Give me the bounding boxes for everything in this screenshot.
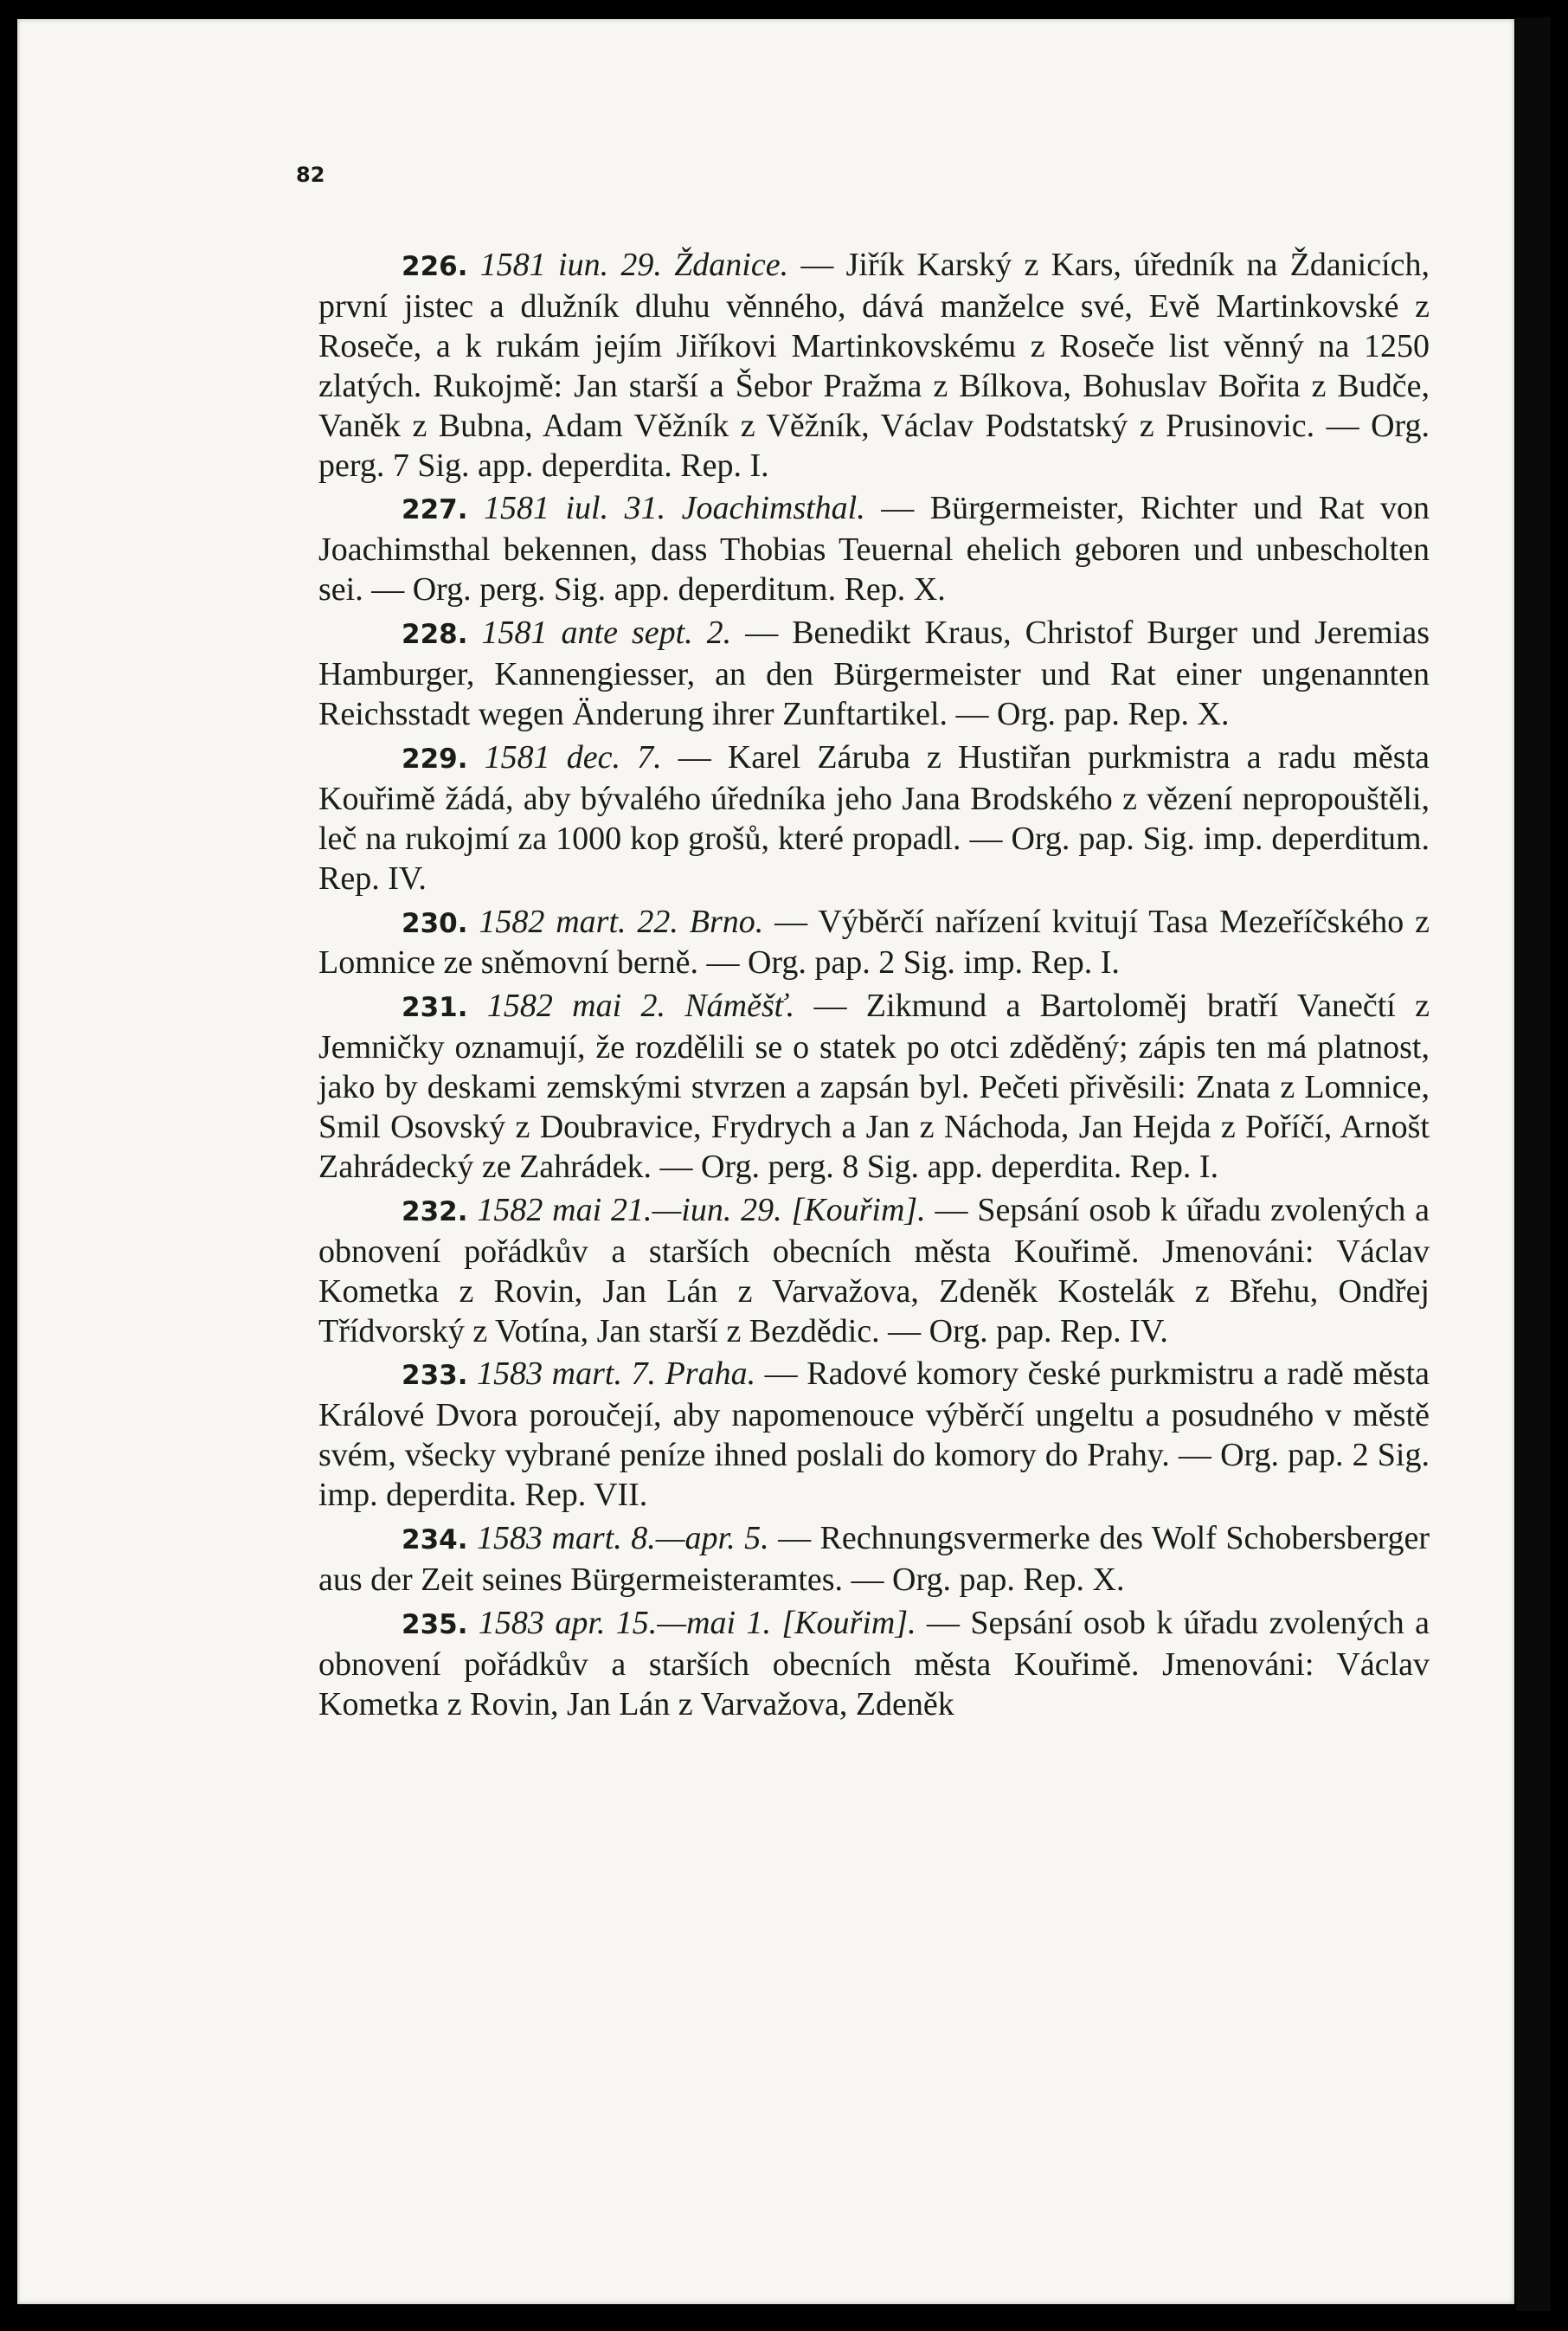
entry-227 xyxy=(318,489,1430,610)
entry-date: 1582 mai 2. Náměšť. xyxy=(486,988,795,1025)
entry-text: — Benedikt Kraus, Christof Burger und Jeremias Hamburger, Kannengiesser, an den Bürgermeister und Rat einer ungenannten Reichsstadt wegen Änderung ihrer Zunftartikel. — Org. pap. Rep. X. xyxy=(318,615,1430,732)
entry-text: — Karel Záruba z Hustiřan purkmistra a radu města Kouřimě žádá, aby bývalého úředníka jeho Jana Brodského z vězení nepropouštěli, leč na rukojmí za 1000 kop grošů, které propadl. — Org. pap. Sig. imp. deperditum. Rep. IV. xyxy=(318,738,1430,897)
entry-number: 231. xyxy=(402,992,468,1024)
entry-text: — Radové komory české purkmistru a radě města Králové Dvora poroučejí, aby napomenouce výběrčí ungeltu a posudného v městě svém, všecky vybrané peníze ihned poslali do komory do Prahy. — Org. pap. 2 Sig. imp. deperdita. Rep. VII. xyxy=(318,1355,1430,1514)
entry-date: 1582 mart. 22. Brno. xyxy=(479,903,764,940)
entry-text: — Zikmund a Bartoloměj bratří Vanečtí z Jemničky oznamují, že rozdělili se o statek po otci zděděný; zápis ten má platnost, jako by deskami zemskými stvrzen a zapsán byl. Pečeti přivěsili: Znata z Lomnice, Smil Osovský z Doubravice, Frydrych a Jan z Náchoda, Jan Hejda z Poříčí, Arnošt Zahrádecký ze Zahrádek. — Org. perg. 8 Sig. app. deperdita. Rep. I. xyxy=(318,988,1430,1185)
entry-number: 234. xyxy=(402,1524,468,1556)
entry-233 xyxy=(318,1355,1430,1516)
entry-text: — Výběrčí nařízení kvitují Tasa Mezeříčského z Lomnice ze sněmovní berně. — Org. pap. 2 Sig. imp. Rep. I. xyxy=(318,903,1430,982)
entry-231 xyxy=(318,987,1430,1188)
entry-number: 228. xyxy=(402,619,468,651)
entry-234 xyxy=(318,1519,1430,1600)
entry-text: — Bürgermeister, Richter und Rat von Joachimsthal bekennen, dass Thobias Teuernal ehelich geboren und unbescholten sei. — Org. perg. Sig. app. deperditum. Rep. X. xyxy=(318,490,1430,609)
page-number: 82 xyxy=(296,163,325,187)
page-sheet xyxy=(17,19,1514,2304)
entries-list xyxy=(318,246,1430,1729)
entry-235 xyxy=(318,1604,1430,1725)
entry-text: — Rechnungsvermerke des Wolf Schobersberger aus der Zeit seines Bürgermeisteramtes. — Org. pap. Rep. X. xyxy=(318,1520,1430,1598)
entry-number: 235. xyxy=(402,1608,468,1640)
entry-229 xyxy=(318,738,1430,899)
entry-date: 1582 mai 21.—iun. 29. [Kouřim]. xyxy=(477,1191,926,1228)
entry-number: 232. xyxy=(402,1195,468,1227)
entry-date: 1581 dec. 7. xyxy=(484,738,662,776)
entry-number: 229. xyxy=(402,743,468,775)
entry-232 xyxy=(318,1191,1430,1352)
entry-230 xyxy=(318,903,1430,984)
entry-number: 233. xyxy=(402,1360,468,1392)
entry-date: 1583 apr. 15.—mai 1. [Kouřim]. xyxy=(478,1604,916,1641)
entry-text: — Sepsání osob k úřadu zvolených a obnovení pořádkův a starších obecních města Kouřimě. Jmenováni: Václav Kometka z Rovin, Jan Lán z Varvažova, Zdeněk xyxy=(318,1604,1430,1722)
entry-date: 1583 mart. 8.—apr. 5. xyxy=(476,1520,769,1557)
entry-date: 1581 iun. 29. Ždanice. xyxy=(479,247,789,283)
entry-number: 230. xyxy=(402,907,468,939)
entry-number: 227. xyxy=(402,494,468,526)
entry-text: — Jiřík Karský z Kars, úředník na Ždanicích, první jistec a dlužník dluhu věnného, dává manželce své, Evě Martinkovské z Roseče, a k rukám jejím Jiříkovi Martinkovskému z Roseče list věnný na 1250 zlatých. Rukojmě: Jan starší a Šebor Pražma z Bílkova, Bohuslav Bořita z Budče, Vaněk z Bubna, Adam Věžník z Věžník, Václav Podstatský z Prusinovic. — Org. perg. 7 Sig. app. deperdita. Rep. I. xyxy=(318,247,1430,484)
entry-text: — Sepsání osob k úřadu zvolených a obnovení pořádkův a starších obecních města Kouřimě. Jmenováni: Václav Kometka z Rovin, Jan Lán z Varvažova, Zdeněk Kostelák z Břehu, Ondřej Třídvorský z Votína, Jan starší z Bezdědic. — Org. pap. Rep. IV. xyxy=(318,1191,1430,1349)
scan-border-right xyxy=(1516,17,1551,2311)
entry-date: 1583 mart. 7. Praha. xyxy=(477,1355,756,1393)
entry-228 xyxy=(318,614,1430,735)
entry-226 xyxy=(318,246,1430,486)
entry-date: 1581 iul. 31. Joachimsthal. xyxy=(484,490,865,527)
entry-number: 226. xyxy=(402,251,468,282)
entry-date: 1581 ante sept. 2. xyxy=(481,615,732,652)
